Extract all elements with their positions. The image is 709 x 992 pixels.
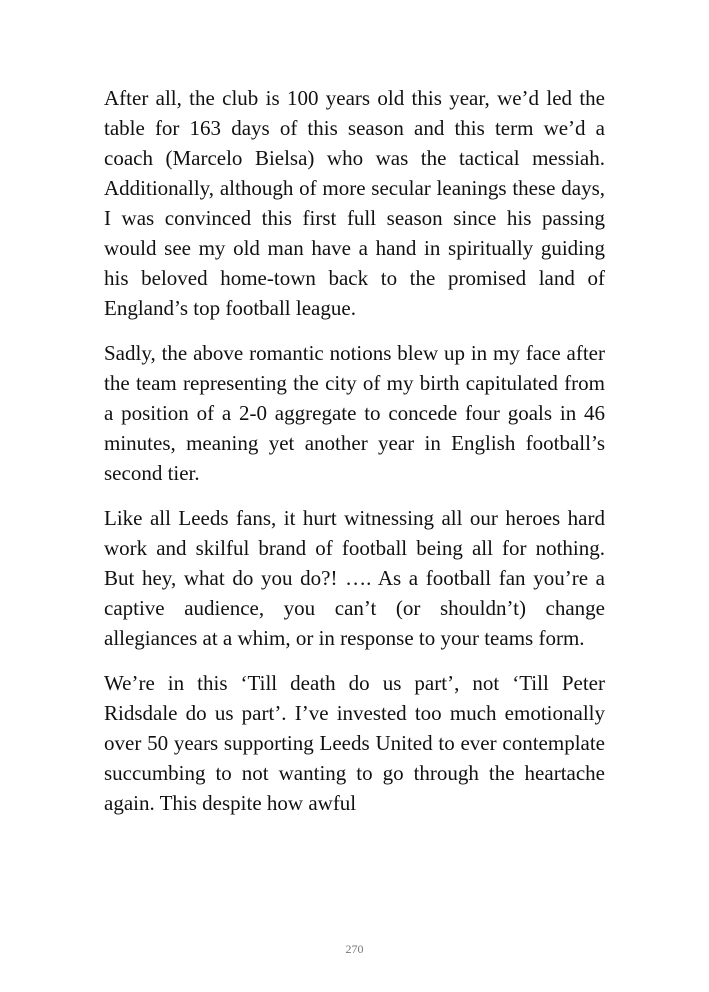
paragraph-4: We’re in this ‘Till death do us part’, not ‘Till Peter Ridsdale do us part’. I’ve invested too much emotionally over 50 years supporting Leeds United to ever contemplate succumbing to not wanting to go through the heartache again. This despite how awful [104, 671, 605, 815]
body-text [104, 83, 605, 833]
page-number: 270 [345, 942, 364, 956]
paragraph-2: Sadly, the above romantic notions blew up in my face after the team representing the city of my birth capitulated from a position of a 2-0 aggregate to concede four goals in 46 minutes, meaning yet another year in English football’s second tier. [104, 341, 605, 485]
paragraph-1: After all, the club is 100 years old this year, we’d led the table for 163 days of this season and this term we’d a coach (Marcelo Bielsa) who was the tactical messiah. Additionally, although of more secular leanings these days, I was convinced this first full season since his passing would see my old man have a hand in spiritually guiding his beloved home-town back to the promised land of England’s top football league. [104, 86, 605, 320]
paragraph-3: Like all Leeds fans, it hurt witnessing all our heroes hard work and skilful brand of football being all for nothing. But hey, what do you do?! …. As a football fan you’re a captive audience, you can’t (or shouldn’t) change allegiances at a whim, or in response to your teams form. [104, 506, 605, 650]
